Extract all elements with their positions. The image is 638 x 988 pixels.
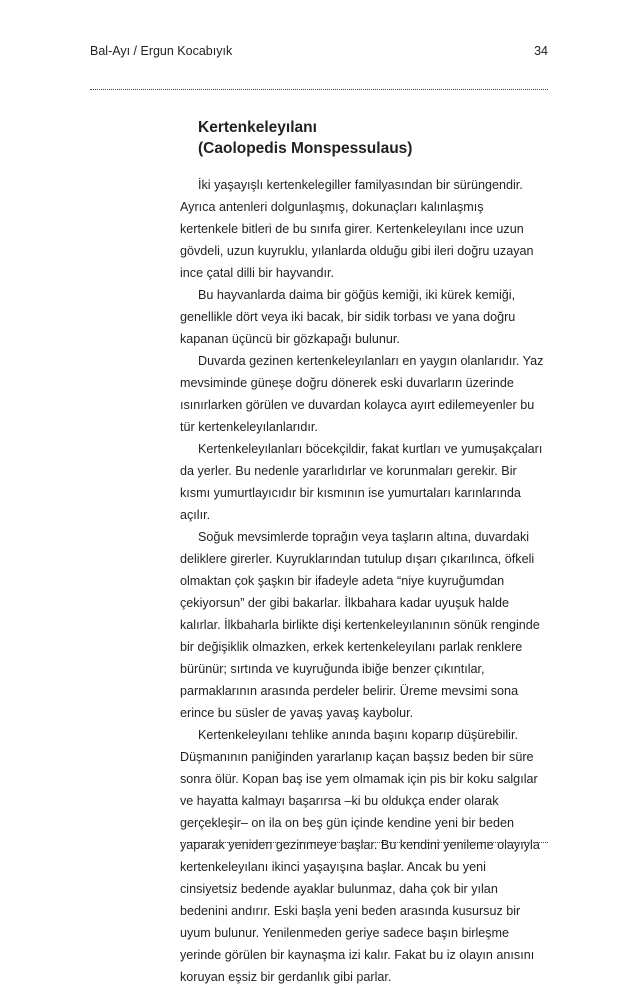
page-number: 34 — [534, 44, 548, 58]
paragraph: Duvarda gezinen kertenkeleyılanları en yaygın olanlarıdır. Yaz mevsiminde güneşe doğru dönerek eski duvarların üzerinde ısınırlarken görülen ve duvardan kolayca ayırt edilemeyenler bu tür kertenkeleyılanlarıdır. — [180, 354, 544, 434]
running-title: Bal-Ayı / Ergun Kocabıyık — [90, 44, 233, 58]
paragraph: Soğuk mevsimlerde toprağın veya taşların altına, duvardaki deliklere girerler. Kuyruklarından tutulup dışarı çıkarılınca, öfkeli olmaktan çok şaşkın bir ifadeyle adeta “niye kuyruğumdan çekiyorsun” der gibi bakarlar. İlkbahara kadar uyuşuk halde kalırlar. İlkbaharla birlikte dişi kertenkeleyılanının sönük renginde bir değişiklik olmazken, erkek kertenkeleyılanı parlak renklere bürünür; sırtında ve kuyruğunda ibiğe benzer çıkıntılar, parmaklarının arasında perdeler belirir. Üreme mevsimi sona erince bu süsler de yavaş yavaş kaybolur. — [180, 530, 540, 720]
article-heading — [198, 117, 538, 159]
header-divider — [90, 89, 548, 90]
paragraph: İki yaşayışlı kertenkelegiller familyasından bir sürüngendir. Ayrıca antenleri dolgunlaşmış, dokunaçları kalınlaşmış kertenkele bitleri de bu sınıfa girer. Kertenkeleyılanı ince uzun gövdeli, uzun kuyruklu, yılanlarda olduğu gibi ileri doğru uzayan ince çatal dilli bir hayvandır. — [180, 178, 534, 280]
paragraph: Bu hayvanlarda daima bir göğüs kemiği, iki kürek kemiği, genellikle dört veya iki bacak, bir sidik torbası ve yana doğru kapanan üçüncü bir gözkapağı bulunur. — [180, 288, 516, 346]
article-title: Kertenkeleyılanı — [198, 119, 317, 136]
paragraph: Kertenkeleyılanları böcekçildir, fakat kurtları ve yumuşakçaları da yerler. Bu nedenle yararlıdırlar ve korunmaları gerekir. Bir kısmı yumurtlayıcıdır bir kısmının ise yumurtaları karınlarında açılır. — [180, 442, 543, 522]
footer-divider — [180, 842, 548, 843]
article-body — [180, 174, 544, 988]
article-subtitle: (Caolopedis Monspessulaus) — [198, 140, 413, 157]
paragraph: Kertenkeleyılanı tehlike anında başını koparıp düşürebilir. Düşmanının paniğinden yararlanıp kaçan başsız beden bir süre sonra ölür. Kopan baş ise yem olmamak için pis bir koku salgılar ve hayatta kalmayı başarırsa –ki bu oldukça ender olarak gerçekleşir– on ila on beş gün içinde kendine yeni bir beden yaparak yeniden gezinmeye başlar. Bu kendini yenileme olayıyla kertenkeleyılanı ikinci yaşayışına başlar. Ancak bu yeni cinsiyetsiz bedende ayaklar bulunmaz, daha çok bir yılan bedenini andırır. Eski başla yeni beden arasında kusursuz bir uyum bulunur. Yenilenmeden geriye sadece başın birleşme yerinde görülen bir kaynaşma izi kalır. Fakat bu iz olayın anısını koruyan eşsiz bir gerdanlık gibi parlar. — [180, 728, 540, 984]
